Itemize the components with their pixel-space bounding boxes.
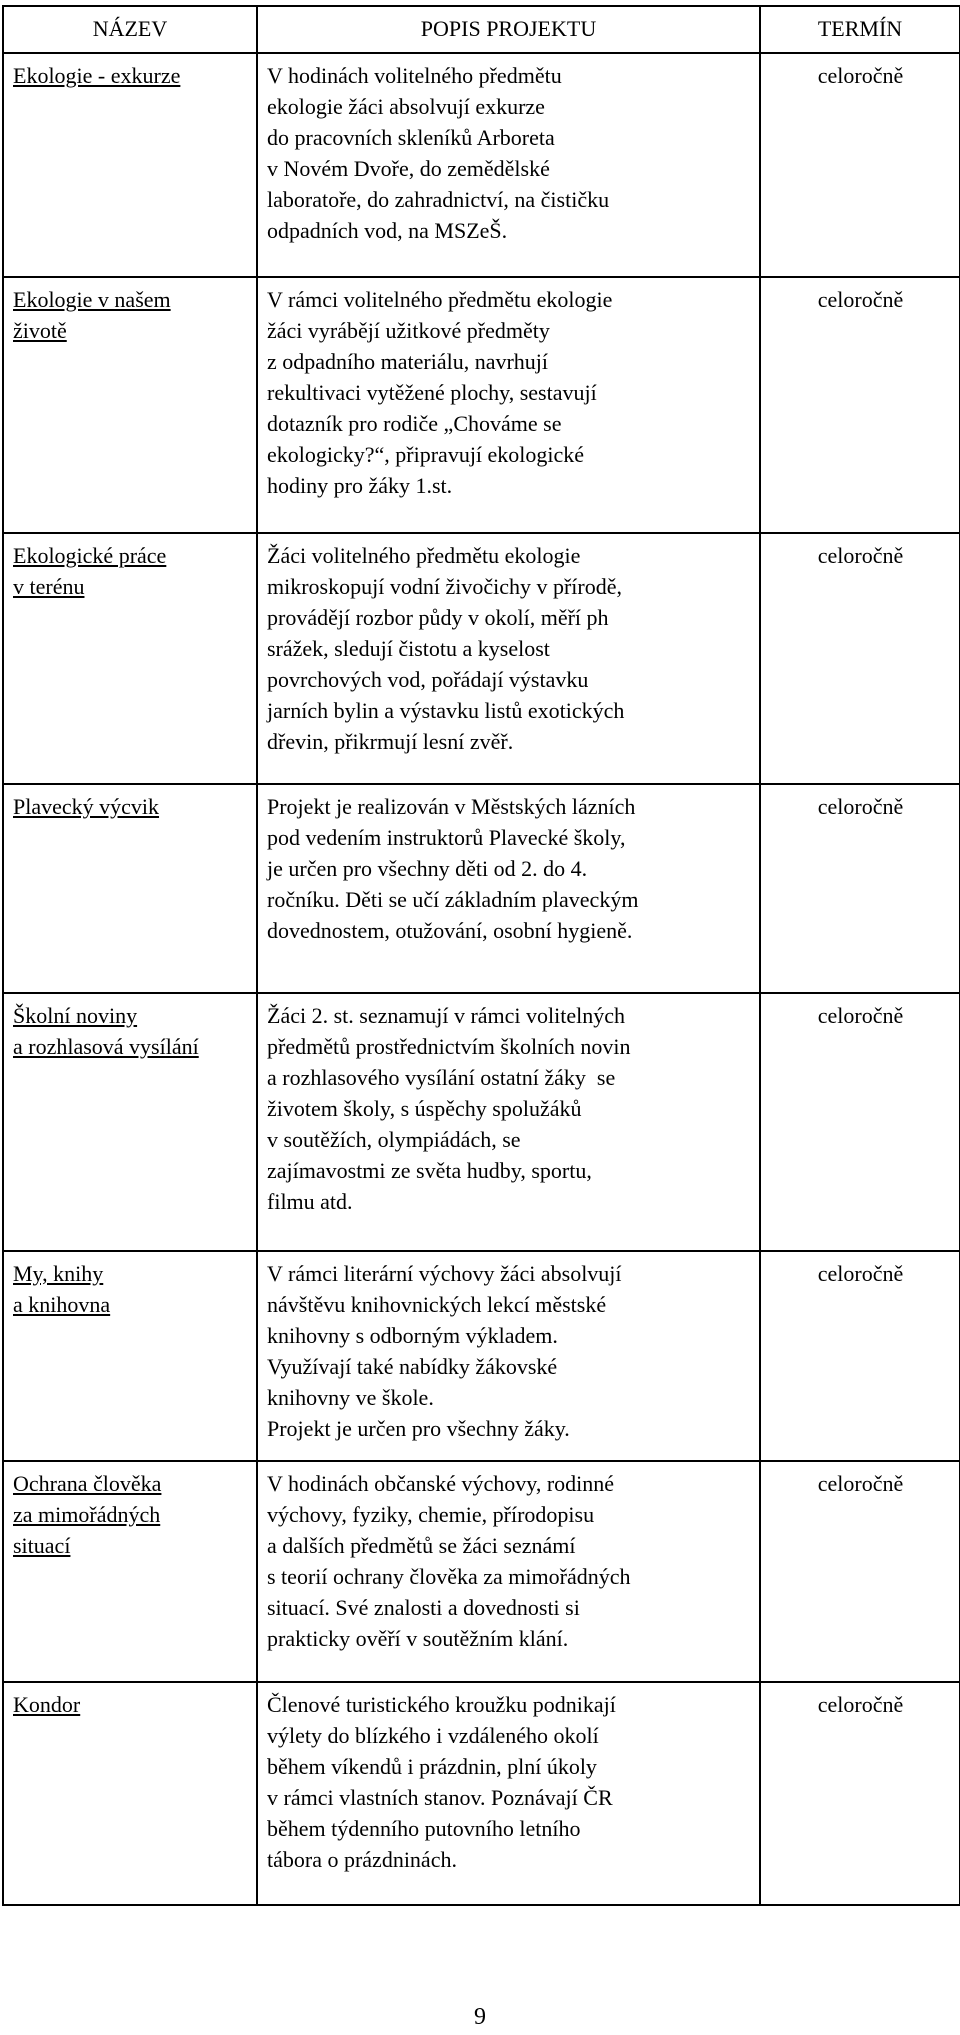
project-description-line: V hodinách volitelného předmětu xyxy=(267,63,562,88)
project-description-line: jarních bylin a výstavku listů exotických xyxy=(267,698,625,723)
project-description-line: filmu atd. xyxy=(267,1189,353,1214)
project-description xyxy=(257,993,760,1251)
project-term: celoročně xyxy=(760,1251,960,1461)
project-description-line: a rozhlasového vysílání ostatní žáky se xyxy=(267,1065,616,1090)
project-name-line: Plavecký výcvik xyxy=(13,794,160,819)
project-description-line: předmětů prostřednictvím školních novin xyxy=(267,1034,631,1059)
table-row xyxy=(3,533,960,784)
project-term: celoročně xyxy=(760,533,960,784)
project-description-line: rekultivaci vytěžené plochy, sestavují xyxy=(267,380,597,405)
table-row xyxy=(3,784,960,993)
project-description-line: v soutěžích, olympiádách, se xyxy=(267,1127,521,1152)
table-row xyxy=(3,1251,960,1461)
project-name xyxy=(3,1682,257,1905)
table-row xyxy=(3,993,960,1251)
project-description-line: V rámci volitelného předmětu ekologie xyxy=(267,287,613,312)
project-description-line: situací. Své znalosti a dovednosti si xyxy=(267,1595,580,1620)
project-name-line: a rozhlasová vysílání xyxy=(13,1034,199,1059)
project-description-line: V rámci literární výchovy žáci absolvují xyxy=(267,1261,622,1286)
project-description-line: výchovy, fyziky, chemie, přírodopisu xyxy=(267,1502,595,1527)
project-name xyxy=(3,1461,257,1682)
project-name-line: životě xyxy=(13,318,67,343)
project-description-line: hodiny pro žáky 1.st. xyxy=(267,473,453,498)
project-description-line: Využívají také nabídky žákovské xyxy=(267,1354,558,1379)
header-description: POPIS PROJEKTU xyxy=(257,6,760,53)
project-name xyxy=(3,277,257,533)
project-description-line: dřevin, přikrmují lesní zvěř. xyxy=(267,729,514,754)
project-description-line: výlety do blízkého i vzdáleného okolí xyxy=(267,1723,599,1748)
project-name xyxy=(3,784,257,993)
project-description xyxy=(257,784,760,993)
project-name xyxy=(3,993,257,1251)
project-name-line: Ekologie - exkurze xyxy=(13,63,181,88)
project-description-line: během víkendů i prázdnin, plní úkoly xyxy=(267,1754,597,1779)
project-description-line: odpadních vod, na MSZeŠ. xyxy=(267,218,508,243)
project-term: celoročně xyxy=(760,993,960,1251)
project-description-line: Projekt je realizován v Městských lázních xyxy=(267,794,636,819)
project-description-line: životem školy, s úspěchy spolužáků xyxy=(267,1096,582,1121)
project-description xyxy=(257,277,760,533)
project-description-line: zajímavostmi ze světa hudby, sportu, xyxy=(267,1158,592,1183)
project-description xyxy=(257,1461,760,1682)
project-description-line: v rámci vlastních stanov. Poznávají ČR xyxy=(267,1785,613,1810)
project-description-line: Členové turistického kroužku podnikají xyxy=(267,1692,616,1717)
projects-table xyxy=(2,5,960,1906)
project-description-line: mikroskopují vodní živočichy v přírodě, xyxy=(267,574,622,599)
project-description-line: provádějí rozbor půdy v okolí, měří ph xyxy=(267,605,609,630)
table-row xyxy=(3,53,960,277)
project-description xyxy=(257,533,760,784)
project-name-line: situací xyxy=(13,1533,71,1558)
project-description xyxy=(257,1251,760,1461)
project-description-line: Projekt je určen pro všechny žáky. xyxy=(267,1416,570,1441)
project-description-line: prakticky ověří v soutěžním klání. xyxy=(267,1626,569,1651)
page-number: 9 xyxy=(474,2004,486,2030)
project-description-line: tábora o prázdninách. xyxy=(267,1847,457,1872)
project-name-line: My, knihy xyxy=(13,1261,104,1286)
project-name-line: Ekologie v našem xyxy=(13,287,171,312)
project-name xyxy=(3,53,257,277)
project-description-line: srážek, sledují čistotu a kyselost xyxy=(267,636,550,661)
project-description-line: s teorií ochrany člověka za mimořádných xyxy=(267,1564,631,1589)
project-description-line: povrchových vod, pořádají výstavku xyxy=(267,667,589,692)
project-description-line: a dalších předmětů se žáci seznámí xyxy=(267,1533,576,1558)
project-name-line: Školní noviny xyxy=(13,1003,138,1028)
project-name-line: a knihovna xyxy=(13,1292,111,1317)
project-description xyxy=(257,1682,760,1905)
project-term: celoročně xyxy=(760,277,960,533)
project-description-line: během týdenního putovního letního xyxy=(267,1816,581,1841)
project-term: celoročně xyxy=(760,53,960,277)
table-row xyxy=(3,277,960,533)
project-description-line: V hodinách občanské výchovy, rodinné xyxy=(267,1471,615,1496)
project-name-line: za mimořádných xyxy=(13,1502,161,1527)
project-description-line: Žáci volitelného předmětu ekologie xyxy=(267,543,581,568)
project-term: celoročně xyxy=(760,1461,960,1682)
project-description-line: je určen pro všechny děti od 2. do 4. xyxy=(267,856,588,881)
project-description-line: knihovny ve škole. xyxy=(267,1385,434,1410)
project-description-line: návštěvu knihovnických lekcí městské xyxy=(267,1292,607,1317)
project-name-line: Kondor xyxy=(13,1692,81,1717)
project-description xyxy=(257,53,760,277)
project-description-line: v Novém Dvoře, do zemědělské xyxy=(267,156,550,181)
project-description-line: Žáci 2. st. seznamují v rámci volitelných xyxy=(267,1003,626,1028)
table-row xyxy=(3,1682,960,1905)
project-name-line: Ekologické práce xyxy=(13,543,167,568)
project-description-line: do pracovních skleníků Arboreta xyxy=(267,125,555,150)
project-term: celoročně xyxy=(760,1682,960,1905)
project-description-line: z odpadního materiálu, navrhují xyxy=(267,349,549,374)
header-name: NÁZEV xyxy=(3,6,257,53)
header-term: TERMÍN xyxy=(760,6,960,53)
project-name-line: Ochrana člověka xyxy=(13,1471,162,1496)
project-description-line: pod vedením instruktorů Plavecké školy, xyxy=(267,825,626,850)
project-name xyxy=(3,1251,257,1461)
table-row xyxy=(3,1461,960,1682)
project-term: celoročně xyxy=(760,784,960,993)
project-name-line: v terénu xyxy=(13,574,85,599)
project-description-line: ekologie žáci absolvují exkurze xyxy=(267,94,545,119)
project-name xyxy=(3,533,257,784)
project-description-line: žáci vyrábějí užitkové předměty xyxy=(267,318,550,343)
project-description-line: knihovny s odborným výkladem. xyxy=(267,1323,558,1348)
project-description-line: ročníku. Děti se učí základním plaveckým xyxy=(267,887,639,912)
project-description-line: dovednostem, otužování, osobní hygieně. xyxy=(267,918,633,943)
project-description-line: dotazník pro rodiče „Chováme se xyxy=(267,411,562,436)
project-description-line: laboratoře, do zahradnictví, na čističku xyxy=(267,187,610,212)
table-header-row xyxy=(3,6,960,53)
project-description-line: ekologicky?“, připravují ekologické xyxy=(267,442,585,467)
